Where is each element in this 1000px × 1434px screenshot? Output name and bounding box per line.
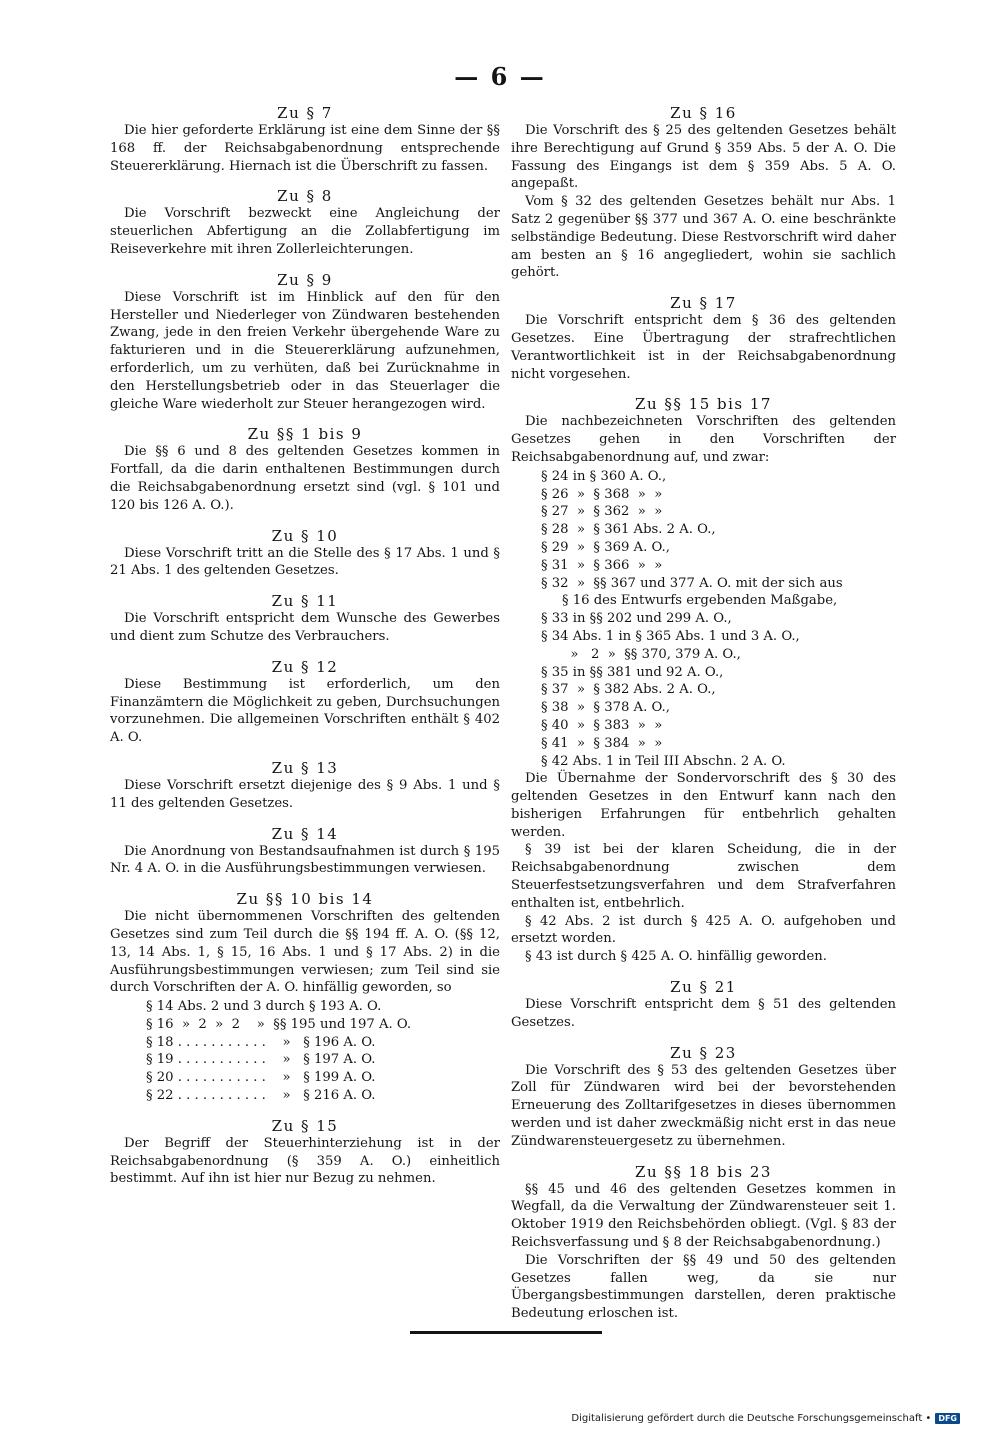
section	[110, 592, 500, 646]
list-item: § 31 » § 366 » »	[541, 557, 663, 573]
paragraph: Vom § 32 des geltenden Gesetzes behält nur Abs. 1 Satz 2 gegenüber §§ 377 und 367 A. O. eine beschränkte selbständige Bedeutung. Diese Restvorschrift wird daher am besten an § 16 angegliedert, wohin sie sachlich gehört.	[511, 194, 896, 281]
section-gap	[110, 813, 500, 825]
section-gap	[110, 175, 500, 187]
section	[110, 271, 500, 414]
section-heading: Zu § 7	[277, 104, 333, 122]
section-heading: Zu §§ 18 bis 23	[635, 1162, 772, 1181]
section-heading: Zu §§ 10 bis 14	[236, 890, 374, 909]
section	[110, 1117, 500, 1188]
paragraph: Die Vorschriften der §§ 49 und 50 des geltenden Gesetzes fallen weg, da sie nur Übergangsbestimmungen darstellen, deren praktische Bedeutung erloschen ist.	[511, 1252, 896, 1322]
section-gap	[110, 259, 500, 271]
section	[511, 1163, 896, 1323]
list-item: § 33 in §§ 202 und 299 A. O.,	[541, 611, 732, 627]
paragraph: Diese Vorschrift tritt an die Stelle des § 17 Abs. 1 und § 21 Abs. 1 des geltenden Gesetzes.	[110, 545, 500, 579]
section-heading: Zu § 14	[271, 824, 339, 843]
list-item: § 16 » 2 » 2 » §§ 195 und 197 A. O.	[146, 1016, 412, 1032]
paragraph: Die nicht übernommenen Vorschriften des geltenden Gesetzes sind zum Teil durch die §§ 194 ff. A. O. (§§ 12, 13, 14 Abs. 1, § 15, 16 Abs. 1 und § 17 Abs. 2) in die Ausführungsbestimmungen verwiesen; zum Teil sind sie durch Vorschriften der A. O. hinfällig geworden, so	[110, 909, 500, 996]
list-item: » 2 » §§ 370, 379 A. O.,	[541, 646, 741, 662]
section	[110, 759, 500, 813]
section	[511, 294, 896, 383]
paragraph: Die Übernahme der Sondervorschrift des § 30 des geltenden Gesetzes in den Entwurf kann nach den bisherigen Erfahrungen für entbehrlich gehalten werden.	[511, 771, 896, 840]
list-item: § 19 . . . . . . . . . . . » § 197 A. O.	[146, 1052, 376, 1068]
paragraph: Die Vorschrift entspricht dem Wunsche des Gewerbes und dient zum Schutze des Verbrauchers.	[110, 611, 500, 644]
section-heading: Zu § 15	[271, 1116, 339, 1135]
list-item: § 16 des Entwurfs ergebenden Maßgabe,	[541, 593, 838, 609]
paragraph: Die §§ 6 und 8 des geltenden Gesetzes kommen in Fortfall, da die darin enthaltenen Bestimmungen durch die Reichsabgabenordnung ersetzt sind (vgl. § 101 und 120 bis 126 A. O.).	[110, 444, 500, 513]
section-heading: Zu § 12	[271, 657, 339, 676]
section-heading: Zu § 13	[271, 758, 339, 777]
paragraph: Die hier geforderte Erklärung ist eine dem Sinne der §§ 168 ff. der Reichsabgabenordnung entsprechende Steuererklärung. Hiernach ist die Überschrift zu fassen.	[110, 123, 500, 174]
list-item: § 24 in § 360 A. O.,	[541, 468, 667, 484]
paragraph: Diese Vorschrift entspricht dem § 51 des geltenden Gesetzes.	[511, 997, 896, 1030]
right-column	[511, 104, 896, 1323]
section-heading: Zu § 8	[277, 187, 333, 206]
section-gap	[110, 515, 500, 527]
paragraph: Die nachbezeichneten Vorschriften des geltenden Gesetzes gehen in den Vorschriften der Reichsabgabenordnung auf, und zwar:	[511, 414, 896, 465]
section	[110, 527, 500, 581]
paragraph: Diese Vorschrift ersetzt diejenige des § 9 Abs. 1 und § 11 des geltenden Gesetzes.	[110, 777, 500, 811]
section-heading: Zu § 17	[670, 294, 737, 313]
section	[511, 1044, 896, 1151]
list-item: § 37 » § 382 Abs. 2 A. O.,	[541, 682, 716, 698]
section	[511, 104, 896, 282]
section	[110, 890, 500, 1105]
section	[110, 187, 500, 258]
section-heading: Zu § 11	[271, 592, 339, 611]
list-item: § 22 . . . . . . . . . . . » § 216 A. O.	[146, 1088, 376, 1104]
list-item: § 42 Abs. 1 in Teil III Abschn. 2 A. O.	[541, 753, 786, 769]
paragraph: Die Vorschrift entspricht dem § 36 des geltenden Gesetzes. Eine Übertragung der strafrechtlichen Verantwortlichkeit ist in der Reichsabgabenordnung nicht vorgesehen.	[511, 313, 896, 382]
section-gap	[110, 1105, 500, 1117]
end-rule	[410, 1331, 602, 1334]
section-heading: Zu §§ 15 bis 17	[635, 395, 772, 414]
paragraph: Die Vorschrift des § 53 des geltenden Gesetzes über Zoll für Zündwaren wird bei der bevorstehenden Erneuerung des Zolltarifgesetzes in dieses übernommen werden und ist daher zweckmäßig nicht erst in das neue Zündwarensteuergesetz zu übernehmen.	[511, 1062, 896, 1149]
list-item: § 14 Abs. 2 und 3 durch § 193 A. O.	[146, 999, 382, 1015]
list-item: § 20 . . . . . . . . . . . » § 199 A. O.	[146, 1070, 376, 1086]
paragraph: § 39 ist bei der klaren Scheidung, die in der Reichsabgabenordnung zwischen dem Steuerfestsetzungsverfahren und dem Strafverfahren enthalten ist, entbehrlich.	[511, 842, 896, 911]
section-heading: Zu §§ 1 bis 9	[247, 425, 363, 444]
section	[110, 658, 500, 747]
section	[110, 104, 500, 175]
reference-list	[110, 998, 500, 1105]
paragraph: § 42 Abs. 2 ist durch § 425 A. O. aufgehoben und ersetzt worden.	[511, 913, 896, 947]
section-heading: Zu § 21	[670, 978, 737, 997]
list-item: § 35 in §§ 381 und 92 A. O.,	[541, 664, 724, 680]
dfg-logo-icon: DFG	[935, 1413, 960, 1424]
paragraph: Diese Bestimmung ist erforderlich, um den Finanzämtern die Möglichkeit zu geben, Durchsuchungen vorzunehmen. Die allgemeinen Vorschriften enthält § 402 A. O.	[110, 676, 500, 746]
list-item: § 18 . . . . . . . . . . . » § 196 A. O.	[146, 1034, 376, 1050]
section	[110, 425, 500, 514]
left-column	[110, 104, 500, 1188]
section-heading: Zu § 23	[670, 1043, 737, 1062]
list-item: § 40 » § 383 » »	[541, 717, 663, 733]
page-number: — 6 —	[454, 62, 546, 91]
section-gap	[110, 413, 500, 425]
section-gap	[110, 646, 500, 658]
footer	[571, 1413, 960, 1424]
paragraph: Der Begriff der Steuerhinterziehung ist in der Reichsabgabenordnung (§ 359 A. O.) einheitlich bestimmt. Auf ihn ist hier nur Bezug zu nehmen.	[110, 1135, 500, 1187]
list-item: § 32 » §§ 367 und 377 A. O. mit der sich aus	[541, 575, 843, 591]
section-heading: Zu § 16	[670, 104, 737, 122]
list-item: § 26 » § 368 » »	[541, 486, 663, 502]
list-item: § 34 Abs. 1 in § 365 Abs. 1 und 3 A. O.,	[541, 628, 800, 644]
section-gap	[511, 282, 896, 294]
section-heading: Zu § 9	[277, 270, 333, 289]
paragraph: Die Vorschrift des § 25 des geltenden Gesetzes behält ihre Berechtigung auf Grund § 359 Abs. 5 der A. O. Die Fassung des Eingangs ist dem § 359 Abs. 5 A. O. angepaßt.	[511, 123, 896, 192]
section	[110, 825, 500, 879]
paragraph: Die Anordnung von Bestandsaufnahmen ist durch § 195 Nr. 4 A. O. in die Ausführungsbestimmungen verwiesen.	[110, 843, 500, 877]
section-gap	[110, 878, 500, 890]
list-item: § 29 » § 369 A. O.,	[541, 539, 670, 555]
section-gap	[511, 966, 896, 978]
section-heading: Zu § 10	[271, 526, 339, 545]
section-gap	[511, 1151, 896, 1163]
section-gap	[110, 580, 500, 592]
section-gap	[511, 1032, 896, 1044]
list-item: § 28 » § 361 Abs. 2 A. O.,	[541, 522, 716, 538]
list-item: § 41 » § 384 » »	[541, 735, 663, 751]
list-item: § 38 » § 378 A. O.,	[541, 700, 670, 716]
reference-list	[511, 468, 896, 771]
paragraph: Die Vorschrift bezweckt eine Angleichung der steuerlichen Abfertigung an die Zollabfertigung im Reiseverkehre mit ihren Zollerleichterungen.	[110, 206, 500, 257]
section-gap	[110, 747, 500, 759]
section	[511, 978, 896, 1032]
section	[511, 395, 896, 966]
paragraph: § 43 ist durch § 425 A. O. hinfällig geworden.	[525, 949, 827, 965]
paragraph: §§ 45 und 46 des geltenden Gesetzes kommen in Wegfall, da die Verwaltung der Zündwarensteuer seit 1. Oktober 1919 den Reichsbehörden obliegt. (Vgl. § 83 der Reichsverfassung und § 8 der Reichsabgabenordnung.)	[511, 1181, 896, 1251]
footer-text: Digitalisierung gefördert durch die Deutsche Forschungsgemeinschaft •	[571, 1413, 932, 1424]
paragraph: Diese Vorschrift ist im Hinblick auf den für den Hersteller und Niederleger von Zündwaren bestehenden Zwang, jede in den freien Verkehr übergehende Ware zu fakturieren und in die Steuererklärung aufzunehmen, erforderlich, um zu verhüten, daß bei Zurücknahme in den Herstellungsbetrieb oder in das Steuerlager die gleiche Ware wiederholt zur Steuer herangezogen wird.	[110, 289, 500, 412]
list-item: § 27 » § 362 » »	[541, 504, 663, 520]
section-gap	[511, 383, 896, 395]
